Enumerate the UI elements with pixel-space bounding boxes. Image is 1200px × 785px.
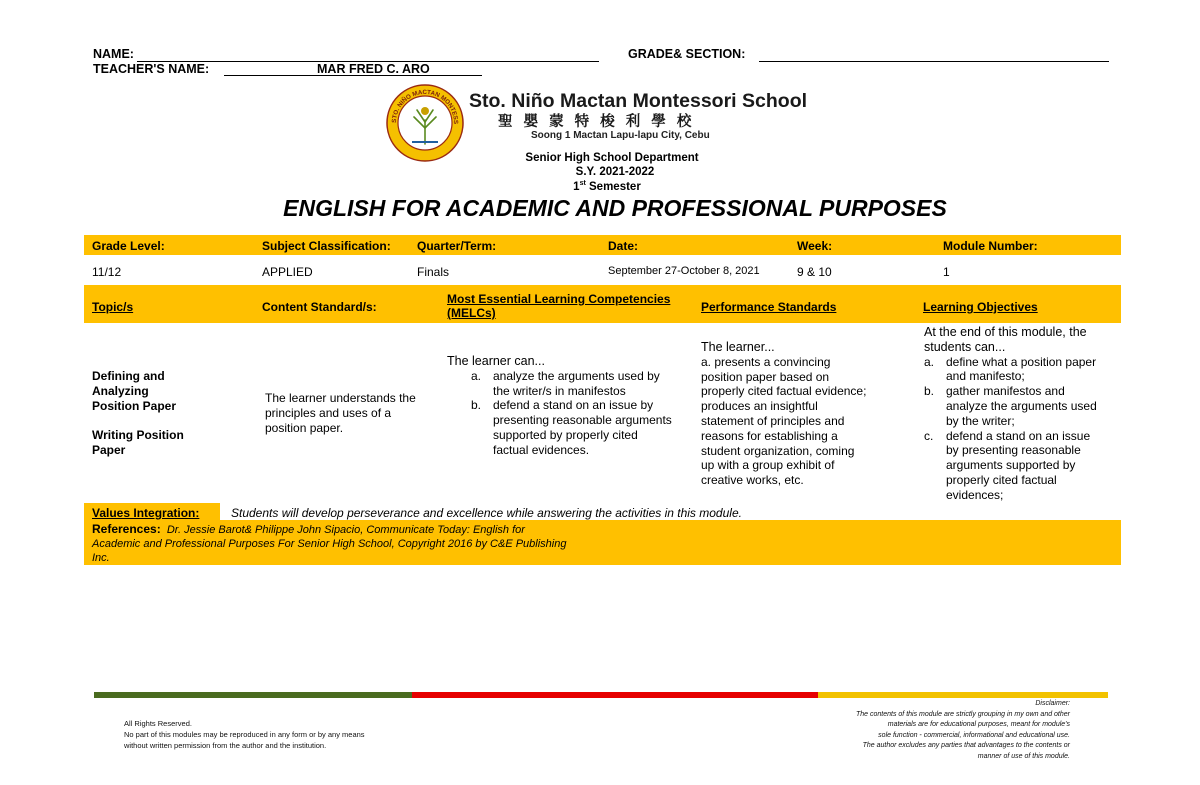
performance-line: produces an insightful: [701, 399, 818, 414]
semester-number: 1: [573, 180, 580, 193]
values-integration-label: Values Integration:: [92, 506, 200, 520]
objectives-intro-line2: students can...: [924, 339, 1006, 354]
teacher-name-label: TEACHER'S NAME:: [93, 62, 210, 76]
list-marker: c.: [924, 428, 934, 443]
topic-1-line1: Defining and: [92, 369, 165, 383]
module-number-value: 1: [943, 265, 950, 279]
footer-rights-block: [124, 718, 365, 751]
content-standard-line3: position paper.: [265, 420, 344, 435]
objective-item-line: by presenting reasonable: [946, 443, 1081, 458]
date-value: September 27-October 8, 2021: [608, 265, 760, 277]
melcs-cell: [447, 354, 672, 458]
quarter-term-value: Finals: [417, 265, 450, 279]
references-label: References:: [92, 522, 161, 536]
melcs-intro: The learner can...: [447, 354, 545, 368]
objective-item-line: properly cited factual: [946, 472, 1057, 487]
subject-classification-header: Subject Classification:: [262, 239, 391, 253]
objective-item: [924, 384, 1097, 428]
melc-item: [471, 369, 672, 399]
topics-header: Topic/s: [92, 300, 134, 314]
learning-objectives-cell: [924, 325, 1097, 503]
name-label: NAME:: [93, 47, 134, 61]
school-address: Soong 1 Mactan Lapu-lapu City, Cebu: [531, 130, 710, 141]
footer-disclaimer-line3: materials are for educational purposes, meant for module's: [887, 721, 1070, 728]
performance-standards-header: Performance Standards: [701, 300, 837, 314]
objective-item-line: and manifesto;: [946, 369, 1025, 384]
performance-line: creative works, etc.: [701, 473, 804, 488]
week-header: Week:: [797, 239, 833, 253]
references-line2: Academic and Professional Purposes For Senior High School, Copyright 2016 by C&E Publishing: [92, 538, 567, 550]
school-seal-logo: [386, 84, 464, 162]
performance-line: a. presents a convincing: [701, 354, 831, 369]
topic-2-line1: Writing Position: [92, 428, 184, 443]
performance-line: position paper based on: [701, 369, 830, 384]
footer-disclaimer-line2: The contents of this module are strictly grouping in my own and other: [856, 710, 1070, 718]
objective-item-line: analyze the arguments used: [946, 398, 1097, 413]
values-integration-text: Students will develop perseverance and excellence while answering the activities in this module.: [231, 506, 742, 520]
melc-item-line: supported by properly cited: [493, 427, 638, 442]
melc-item-line: defend a stand on an issue by: [493, 398, 654, 413]
content-standard-cell: [265, 391, 416, 435]
footer-disclaimer-line5: The author excludes any parties that advantages to the contents or: [862, 742, 1070, 749]
list-marker: a.: [471, 368, 482, 383]
footer-disclaimer-line6: manner of use of this module.: [977, 752, 1070, 760]
objective-item-line: evidences;: [946, 487, 1004, 502]
objective-item-line: arguments supported by: [946, 458, 1076, 473]
objective-item: [924, 355, 1097, 385]
objective-item-line: gather manifestos and: [946, 384, 1065, 399]
references-line1: Dr. Jessie Barot& Philippe John Sipacio, Communicate Today: English for: [166, 524, 525, 536]
melcs-header-line1: Most Essential Learning Competencies: [447, 292, 671, 306]
date-header: Date:: [608, 239, 639, 253]
school-name: Sto. Niño Mactan Montessori School: [469, 90, 808, 112]
teacher-name-value: MAR FRED C. ARO: [317, 62, 430, 76]
module-number-header: Module Number:: [943, 239, 1038, 253]
grade-level-header: Grade Level:: [92, 239, 165, 253]
objectives-intro-line1: At the end of this module, the: [924, 325, 1087, 339]
learning-objectives-header: Learning Objectives: [923, 300, 1038, 314]
performance-line: properly cited factual evidence;: [701, 384, 867, 399]
grade-section-label: GRADE& SECTION:: [628, 47, 746, 61]
topics-cell: [92, 369, 184, 458]
list-marker: a.: [924, 354, 935, 369]
semester-line: [0, 180, 1200, 193]
seal-ring-text: STO. NIÑO MACTAN MONTESS: [390, 88, 460, 125]
performance-standards-cell: [701, 340, 866, 488]
footer-bar-gold: [818, 692, 1108, 698]
semester-word: Semester: [589, 180, 641, 193]
objective-item-line: defend a stand on an issue: [946, 428, 1091, 443]
objective-item-line: define what a position paper: [946, 354, 1097, 369]
content-standard-line1: The learner understands the: [265, 391, 416, 405]
melc-item-line: factual evidences.: [493, 442, 590, 457]
references-line3: Inc.: [92, 552, 110, 564]
school-chinese-name: 聖 嬰 蒙 特 梭 利 學 校: [498, 114, 695, 130]
footer-disclaimer-line4: sole function - commercial, informational and educational use.: [878, 731, 1070, 739]
list-marker: b.: [471, 398, 482, 413]
topic-1-line3: Position Paper: [92, 398, 177, 413]
school-year: S.Y. 2021-2022: [575, 166, 655, 178]
grade-level-value: 11/12: [92, 265, 122, 279]
footer-rights-line2: No part of this modules may be reproduced in any form or by any means: [124, 730, 365, 739]
melc-item-line: analyze the arguments used by: [493, 368, 660, 383]
footer-disclaimer-block: [856, 699, 1070, 762]
performance-line: up with a group exhibit of: [701, 458, 835, 473]
footer-rights-line3: without written permission from the author and the institution.: [124, 741, 327, 750]
melc-item: [471, 398, 672, 457]
subject-classification-value: APPLIED: [262, 265, 313, 279]
list-marker: b.: [924, 384, 935, 399]
semester-superscript: st: [579, 180, 586, 187]
week-value: 9 & 10: [797, 265, 832, 279]
footer-disclaimer-line1: Disclaimer:: [1035, 700, 1070, 707]
content-standard-line2: principles and uses of a: [265, 405, 392, 420]
topic-2-line2: Paper: [92, 442, 126, 457]
footer-bar-green: [94, 692, 412, 698]
grade-section-field-line[interactable]: [759, 61, 1109, 62]
performance-line: reasons for establishing a: [701, 428, 838, 443]
melc-item-line: presenting reasonable arguments: [493, 413, 672, 428]
objective-item: [924, 429, 1097, 503]
topic-1-line2: Analyzing: [92, 383, 149, 398]
footer-rights-line1: All Rights Reserved.: [124, 719, 192, 728]
performance-line: The learner...: [701, 340, 775, 354]
document-title: ENGLISH FOR ACADEMIC AND PROFESSIONAL PURPOSES: [283, 195, 947, 221]
quarter-term-header: Quarter/Term:: [417, 239, 497, 253]
department-heading: Senior High School Department: [525, 152, 699, 164]
references-block: [92, 522, 566, 565]
objective-item-line: by the writer;: [946, 413, 1015, 428]
performance-line: statement of principles and: [701, 413, 845, 428]
performance-line: student organization, coming: [701, 443, 855, 458]
melc-item-line: the writer/s in manifestos: [493, 383, 626, 398]
content-standard-header: Content Standard/s:: [262, 300, 377, 314]
footer-bar-red: [412, 692, 818, 698]
melcs-header-line2: (MELCs): [447, 306, 496, 320]
